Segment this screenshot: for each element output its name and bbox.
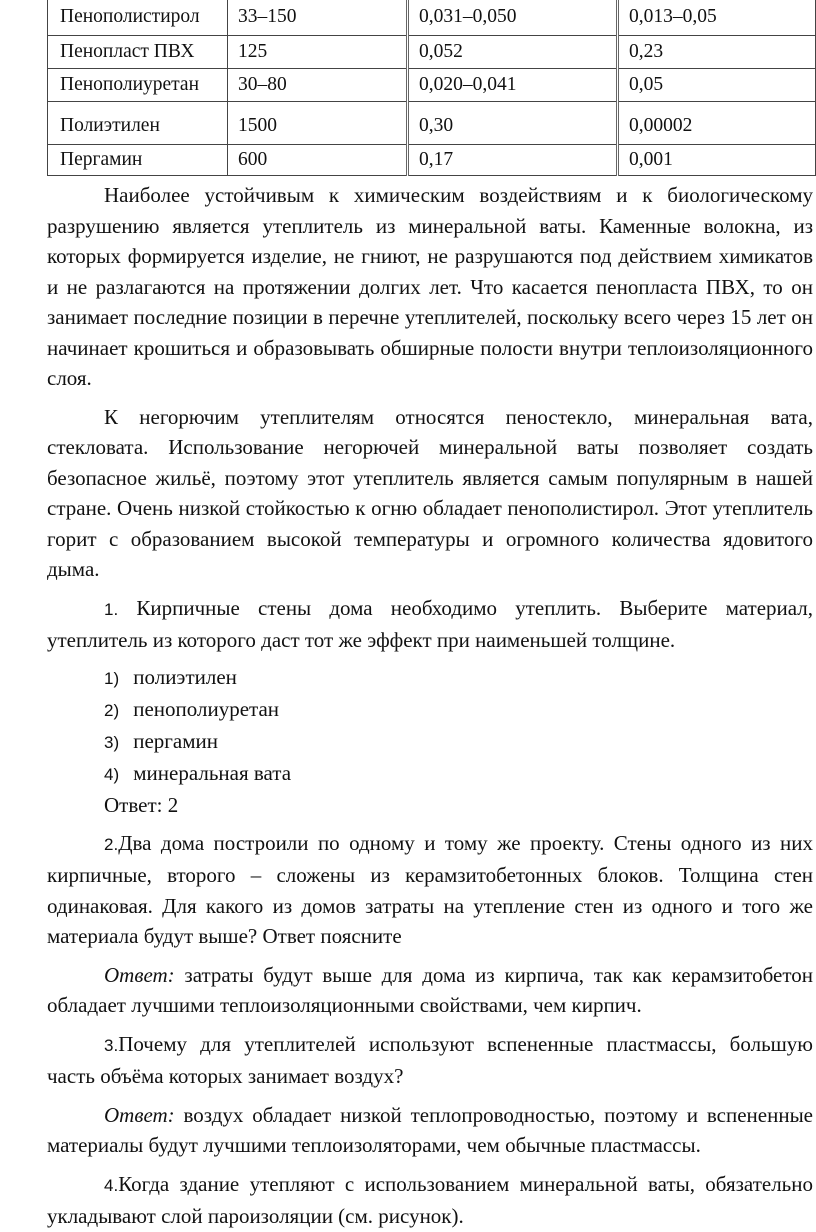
paragraph-chemical-resistance: Наиболее устойчивым к химическим воздействиям и к биологическому разрушению является утеплитель из минеральной ваты. Каменные волокна, из которых формируется изделие, не гниют, не разрушаются под действием химикатов и не разлагаются на протяжении долгих лет. Что касается пенопласта ПВХ, то он занимает последние позиции в перечне утеплителей, поскольку всего через 15 лет он начинает крошиться и образовывать обширные полости внутри теплоизоляционного слоя. xyxy=(47,183,813,390)
answer-label: Ответ: xyxy=(104,1102,175,1127)
table-cell: Пергамин xyxy=(48,145,228,176)
question-1 xyxy=(47,593,813,656)
answer-label: Ответ: xyxy=(104,962,175,987)
question-number: 1. xyxy=(104,599,119,619)
table-cell: 0,23 xyxy=(618,36,816,69)
table-row xyxy=(48,102,816,145)
table-cell: 33–150 xyxy=(228,0,408,36)
table-cell: 0,031–0,050 xyxy=(408,0,618,36)
table-cell: Пенополистирол xyxy=(48,0,228,36)
option-label: пенополиуретан xyxy=(133,696,280,721)
table-cell: 0,00002 xyxy=(618,102,816,145)
question-text: Кирпичные стены дома необходимо утеплить. Выберите материал, утеплитель из которого даст тот же эффект при наименьшей толщине. xyxy=(47,595,814,652)
table-row xyxy=(48,69,816,102)
table-cell: 0,052 xyxy=(408,36,618,69)
body-text xyxy=(47,180,813,1232)
list-item xyxy=(47,758,813,790)
option-label: полиэтилен xyxy=(133,664,237,689)
question-3 xyxy=(47,1029,813,1092)
table-row xyxy=(48,0,816,36)
table-row xyxy=(48,145,816,176)
question-2 xyxy=(47,828,813,952)
answer-text: воздух обладает низкой теплопроводностью, поэтому и вспененные материалы будут лучшими теплоизоляторами, чем обычные пластмассы. xyxy=(47,1102,813,1157)
table-cell: 0,020–0,041 xyxy=(408,69,618,102)
question-number: 2. xyxy=(104,834,119,854)
table-cell: 0,30 xyxy=(408,102,618,145)
answer-3 xyxy=(47,1100,813,1161)
table-cell: 0,17 xyxy=(408,145,618,176)
table-row xyxy=(48,36,816,69)
question-number: 4. xyxy=(104,1175,119,1195)
list-item xyxy=(47,662,813,694)
table-cell: 0,013–0,05 xyxy=(618,0,816,36)
option-number: 1) xyxy=(104,668,120,688)
answer-text: затраты будут выше для дома из кирпича, так как керамзитобетон обладает лучшими теплоизоляционными свойствами, чем кирпич. xyxy=(47,962,814,1017)
option-number: 3) xyxy=(104,732,120,752)
paragraph-fire-resistance: К негорючим утеплителям относятся пеностекло, минеральная вата, стекловата. Использование негорючей минеральной ваты позволяет создать безопасное жильё, поэтому этот утеплитель является самым популярным в нашей стране. Очень низкой стойкостью к огню обладает пенополистирол. Этот утеплитель горит с образованием высокой температуры и огромного количества ядовитого дыма. xyxy=(47,404,813,581)
list-item xyxy=(47,726,813,758)
option-label: пергамин xyxy=(133,728,219,753)
list-item xyxy=(47,694,813,726)
document-page xyxy=(47,0,813,1232)
option-label: минеральная вата xyxy=(133,760,292,785)
answer-options xyxy=(47,662,813,820)
table-cell: Пенопласт ПВХ xyxy=(48,36,228,69)
table-cell: 125 xyxy=(228,36,408,69)
question-text: Когда здание утепляют с использованием минеральной ваты, обязательно укладывают слой пароизоляции (см. рисунок). xyxy=(47,1171,813,1228)
table-cell: Пенополиуретан xyxy=(48,69,228,102)
table-cell: 0,001 xyxy=(618,145,816,176)
question-4 xyxy=(47,1169,813,1232)
table-cell: Полиэтилен xyxy=(48,102,228,145)
question-number: 3. xyxy=(104,1035,119,1055)
option-number: 4) xyxy=(104,764,120,784)
table-cell: 1500 xyxy=(228,102,408,145)
question-text: Почему для утеплителей используют вспененные пластмассы, большую часть объёма которых занимает воздух? xyxy=(47,1031,813,1088)
answer-line: Ответ: 2 xyxy=(104,792,179,817)
question-text: Два дома построили по одному и тому же проекту. Стены одного из них кирпичные, второго – сложены из керамзитобетонных блоков. Толщина стен одинаковая. Для какого из домов затраты на утепление стен из одного и того же материала будут выше? Ответ поясните xyxy=(47,830,813,948)
materials-table xyxy=(47,0,816,176)
option-number: 2) xyxy=(104,700,120,720)
answer-2 xyxy=(47,960,813,1021)
table-cell: 0,05 xyxy=(618,69,816,102)
table-cell: 30–80 xyxy=(228,69,408,102)
table-cell: 600 xyxy=(228,145,408,176)
